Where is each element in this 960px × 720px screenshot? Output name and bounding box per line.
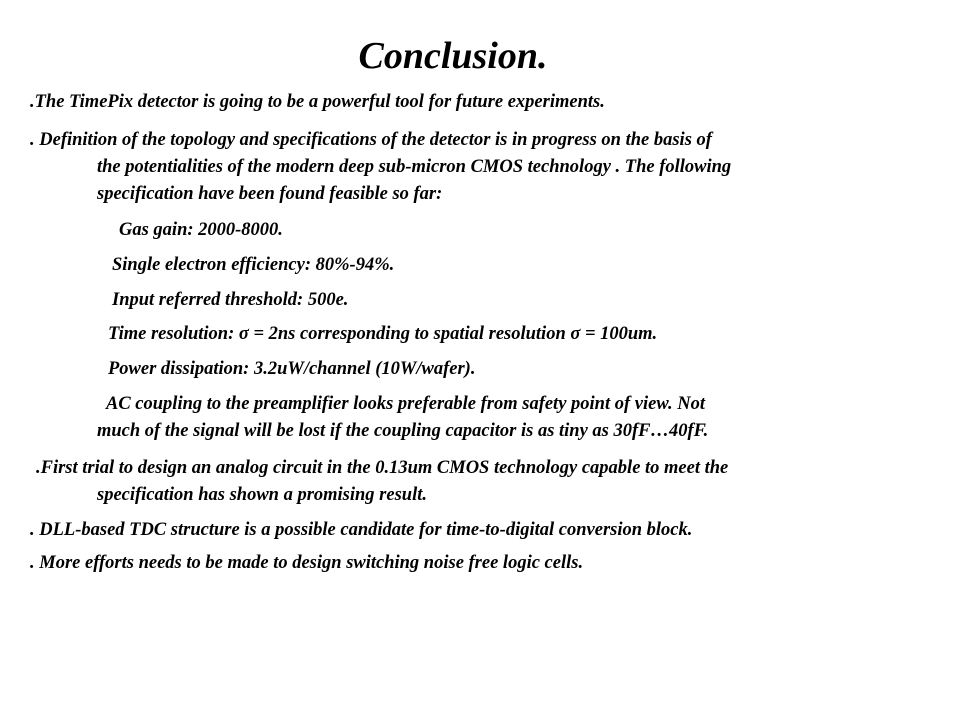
bullet-definition-line-1: . Definition of the topology and specifications of the detector is in progress on the basis of bbox=[30, 130, 712, 150]
spec-input-threshold: Input referred threshold: 500e. bbox=[112, 290, 349, 310]
spec-power-dissipation: Power dissipation: 3.2uW/channel (10W/wafer). bbox=[108, 359, 476, 379]
bullet-logic-cells: . More efforts needs to be made to design switching noise free logic cells. bbox=[30, 553, 584, 573]
bullet-first-trial-line-2: specification has shown a promising result. bbox=[97, 485, 427, 505]
spec-gas-gain: Gas gain: 2000-8000. bbox=[119, 220, 283, 240]
slide-title: Conclusion. bbox=[358, 35, 548, 77]
spec-ac-coupling-line-2: much of the signal will be lost if the coupling capacitor is as tiny as 30fF…40fF. bbox=[97, 421, 709, 441]
bullet-definition-line-2: the potentialities of the modern deep sub-micron CMOS technology . The following bbox=[97, 157, 732, 177]
spec-time-resolution: Time resolution: σ = 2ns corresponding to spatial resolution σ = 100um. bbox=[108, 324, 658, 344]
spec-electron-efficiency: Single electron efficiency: 80%-94%. bbox=[112, 255, 395, 275]
bullet-dll-tdc: . DLL-based TDC structure is a possible candidate for time-to-digital conversion block. bbox=[30, 520, 693, 540]
bullet-first-trial-line-1: .First trial to design an analog circuit in the 0.13um CMOS technology capable to meet the bbox=[36, 458, 729, 478]
spec-ac-coupling-line-1: AC coupling to the preamplifier looks preferable from safety point of view. Not bbox=[106, 394, 705, 414]
bullet-timepix-tool: .The TimePix detector is going to be a powerful tool for future experiments. bbox=[30, 92, 605, 112]
bullet-definition-line-3: specification have been found feasible so far: bbox=[97, 184, 443, 204]
